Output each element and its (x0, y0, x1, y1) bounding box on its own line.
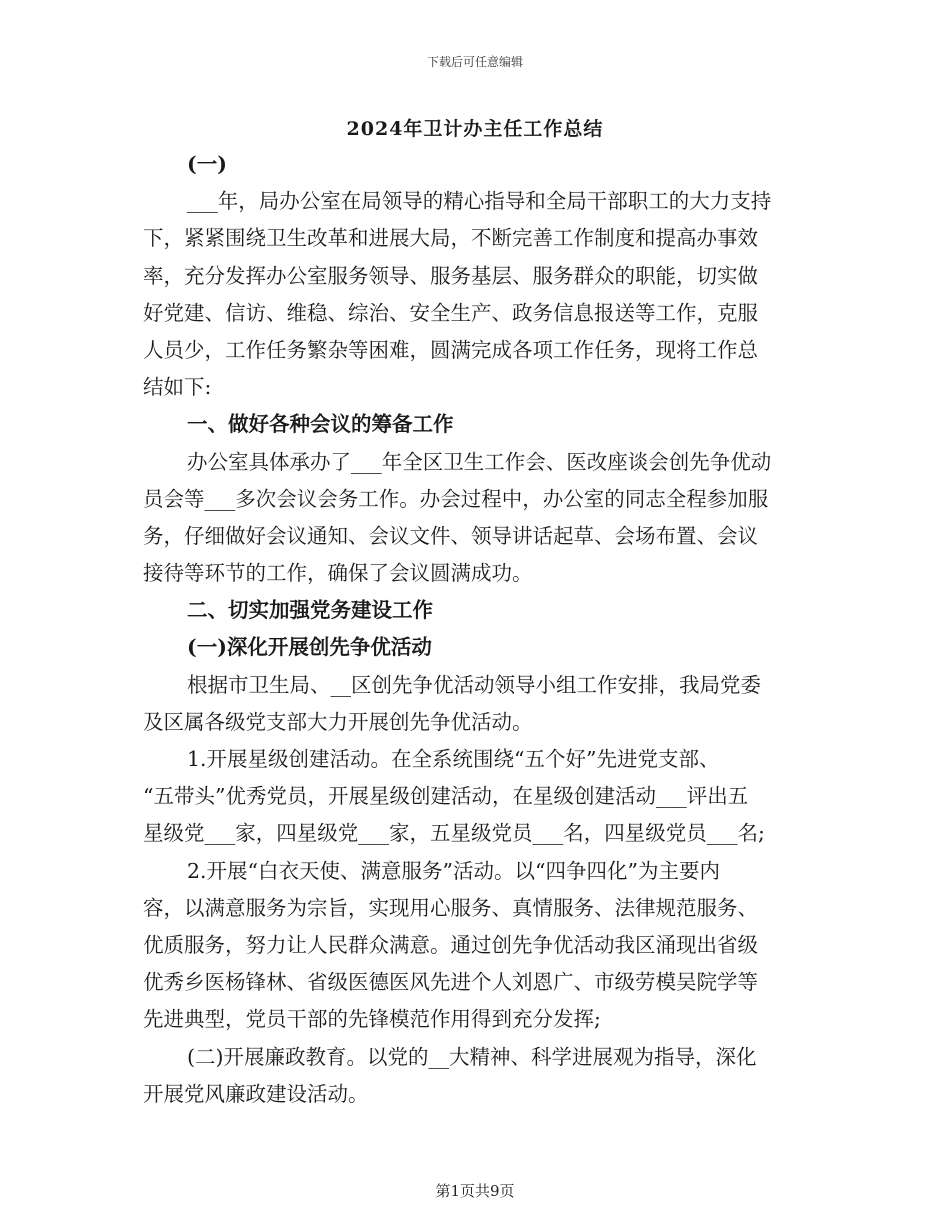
section-heading: 一、做好各种会议的筹备工作 (187, 412, 454, 437)
paragraph-line: 容，以满意服务为宗旨，实现用心服务、真情服务、法律规范服务、 (143, 895, 758, 920)
paragraph-line: (二)开展廉政教育。以党的__大精神、科学进展观为指导，深化 (187, 1044, 757, 1069)
page-footer: 第1页共9页 (435, 1182, 515, 1200)
document-body (143, 146, 803, 1113)
paragraph-line: 好党建、信访、维稳、综治、安全生产、政务信息报送等工作，克服 (143, 300, 758, 325)
page-header: 下载后可任意编辑 (426, 55, 523, 69)
paragraph-line: 接待等环节的工作，确保了会议圆满成功。 (143, 561, 533, 586)
paragraph-line: 及区属各级党支部大力开展创先争优活动。 (143, 709, 533, 734)
paragraph-line: 根据市卫生局、__区创先争优活动领导小组工作安排，我局党委 (187, 672, 761, 697)
paragraph-line: 办公室具体承办了___年全区卫生工作会、医改座谈会创先争优动 (187, 449, 772, 474)
paragraph-line: 结如下: (143, 375, 212, 400)
section-heading: 二、切实加强党务建设工作 (187, 598, 433, 623)
paragraph-line: 务，仔细做好会议通知、会议文件、领导讲话起草、会场布置、会议 (143, 523, 758, 548)
document-title: 2024年卫计办主任工作总结 (346, 118, 604, 140)
section-heading: (一)深化开展创先争优活动 (187, 635, 432, 660)
section-heading: (一) (187, 152, 227, 176)
paragraph-line: ___年，局办公室在局领导的精心指导和全局干部职工的大力支持 (187, 189, 772, 214)
paragraph-line: 开展党风廉政建设活动。 (143, 1081, 369, 1106)
paragraph-line: 先进典型，党员干部的先锋模范作用得到充分发挥; (143, 1007, 601, 1032)
paragraph-line: 员会等___多次会议会务工作。办会过程中，办公室的同志全程参加服 (143, 486, 769, 511)
paragraph-line: 1.开展星级创建活动。在全系统围绕“五个好”先进党支部、 (187, 747, 720, 771)
paragraph-line: 率，充分发挥办公室服务领导、服务基层、服务群众的职能，切实做 (143, 263, 758, 288)
paragraph-line: 人员少，工作任务繁杂等困难，圆满完成各项工作任务，现将工作总 (143, 337, 758, 362)
paragraph-line: 下，紧紧围绕卫生改革和进展大局，不断完善工作制度和提高办事效 (143, 226, 758, 251)
paragraph-line: 优秀乡医杨锋林、省级医德医风先进个人刘恩广、市级劳模吴院学等 (143, 970, 758, 995)
paragraph-line: 星级党___家，四星级党___家，五星级党员___名，四星级党员___名; (143, 821, 765, 846)
paragraph-line: 优质服务，努力让人民群众满意。通过创先争优活动我区涌现出省级 (143, 932, 758, 957)
paragraph-line: 2.开展“白衣天使、满意服务”活动。以“四争四化”为主要内 (187, 858, 720, 883)
paragraph-line: “五带头”优秀党员，开展星级创建活动，在星级创建活动___评出五 (143, 784, 749, 809)
